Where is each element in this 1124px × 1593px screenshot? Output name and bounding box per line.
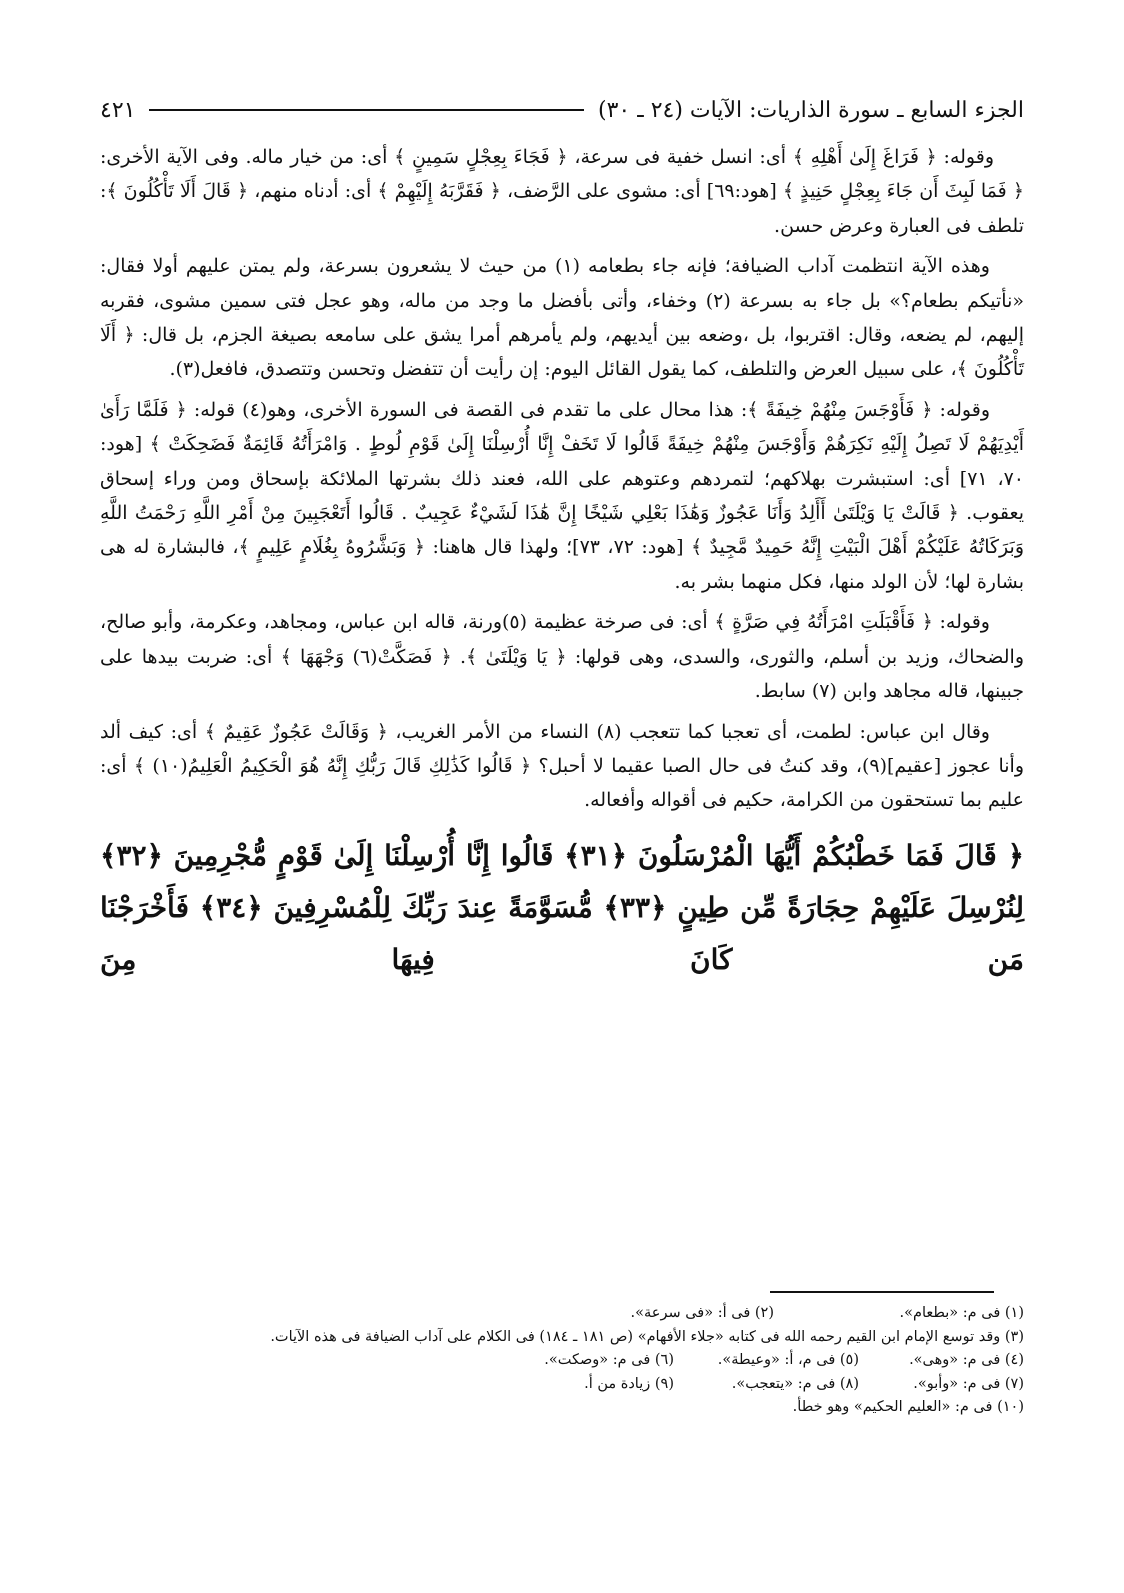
footnote-row [100,1396,1024,1420]
commentary-body [100,140,1024,986]
footnote-separator [770,1291,994,1293]
footnote-3: (٣) وقد توسع الإمام ابن القيم رحمه الله فى كتابه «جلاء الأفهام» (ص ١٨١ ـ ١٨٤) فى الكلام على آداب الضيافة فى هذه الآيات. [270,1328,1024,1345]
footnotes [100,1302,1024,1420]
footnote-row [100,1349,1024,1373]
footnote-row [100,1326,1024,1350]
paragraph-1: وقوله: ﴿ فَرَاغَ إِلَىٰ أَهْلِهِ ﴾ أى: انسل خفية فى سرعة، ﴿ فَجَاءَ بِعِجْلٍ سَمِينٍ ﴾ أى: من خيار ماله. وفى الآية الأخرى: ﴿ فَمَا لَبِثَ أَن جَاءَ بِعِجْلٍ حَنِيذٍ ﴾ [هود:٦٩] أى: مشوى على الرَّضف، ﴿ فَقَرَّبَهُ إِلَيْهِمْ ﴾ أى: أدناه منهم، ﴿ قَالَ أَلَا تَأْكُلُونَ ﴾: تلطف فى العبارة وعرض حسن. [100,146,1024,237]
paragraph-2: وهذه الآية انتظمت آداب الضيافة؛ فإنه جاء بطعامه (١) من حيث لا يشعرون بسرعة، ولم يمتن عليهم أولا فقال: «نأتيكم بطعام؟» بل جاء به بسرعة (٢) وخفاء، وأتى بأفضل ما وجد من ماله، وهو عجل فتى سمين مشوى، فقربه إليهم، لم يضعه، وقال: اقتربوا، بل ،وضعه بين أيديهم، ولم يأمرهم أمرا يشق على سامعه بصيغة الجزم، بل قال: ﴿ أَلَا تَأْكُلُونَ ﴾، على سبيل العرض والتلطف، كما يقول القائل اليوم: إن رأيت أن تتفضل وتحسن وتتصدق، فافعل(٣). [100,255,1024,381]
page-number: ٤٢١ [100,97,136,123]
paragraph-3: وقوله: ﴿ فَأَوْجَسَ مِنْهُمْ خِيفَةً ﴾: هذا محال على ما تقدم فى القصة فى السورة الأخرى، وهو(٤) قوله: ﴿ فَلَمَّا رَأَىٰ أَيْدِيَهُمْ لَا تَصِلُ إِلَيْهِ نَكِرَهُمْ وَأَوْجَسَ مِنْهُمْ خِيفَةً قَالُوا لَا تَخَفْ إِنَّا أُرْسِلْنَا إِلَىٰ قَوْمِ لُوطٍ . وَامْرَأَتُهُ قَائِمَةٌ فَضَحِكَتْ ﴾ [هود: ٧٠، ٧١] أى: استبشرت بهلاكهم؛ لتمردهم وعتوهم على الله، فعند ذلك بشرتها الملائكة بإسحاق ومن وراء إسحاق يعقوب. ﴿ قَالَتْ يَا وَيْلَتَىٰ أَأَلِدُ وَأَنَا عَجُوزٌ وَهَٰذَا بَعْلِي شَيْخًا إِنَّ هَٰذَا لَشَيْءٌ عَجِيبٌ . قَالُوا أَتَعْجَبِينَ مِنْ أَمْرِ اللَّهِ رَحْمَتُ اللَّهِ وَبَرَكَاتُهُ عَلَيْكُمْ أَهْلَ الْبَيْتِ إِنَّهُ حَمِيدٌ مَّجِيدٌ ﴾ [هود: ٧٢، ٧٣]؛ ولهذا قال هاهنا: ﴿ وَبَشَّرُوهُ بِغُلَامٍ عَلِيمٍ ﴾، فالبشارة له هى بشارة لها؛ لأن الولد منها، فكل منهما بشر به. [100,398,1025,593]
footnote-1: (١) فى م: «بطعام». [899,1305,1024,1321]
footnote-2: (٢) فى أ: «فى سرعة». [630,1305,774,1321]
footnote-10: (١٠) فى م: «العليم الحكيم» وهو خطأ. [792,1399,1024,1416]
footnote-6: (٦) فى م: «وصكت». [544,1352,674,1369]
quran-verse-block: ﴿ قَالَ فَمَا خَطْبُكُمْ أَيُّهَا الْمُرْسَلُونَ ﴿٣١﴾ قَالُوا إِنَّا أُرْسِلْنَا إِلَىٰ قَوْمٍ مُّجْرِمِينَ ﴿٣٢﴾ لِنُرْسِلَ عَلَيْهِمْ حِجَارَةً مِّن طِينٍ ﴿٣٣﴾ مُّسَوَّمَةً عِندَ رَبِّكَ لِلْمُسْرِفِينَ ﴿٣٤﴾ فَأَخْرَجْنَا مَن كَانَ فِيهَا مِنَ [100,838,1024,976]
footnote-5: (٥) فى م، أ: «وعيطة». [717,1352,859,1369]
footnote-7: (٧) فى م: «وأبو». [913,1375,1024,1392]
footnote-8: (٨) فى م: «يتعجب». [731,1375,859,1392]
running-header [100,88,1024,132]
paragraph-4: وقوله: ﴿ فَأَقْبَلَتِ امْرَأَتُهُ فِي صَرَّةٍ ﴾ أى: فى صرخة عظيمة (٥)ورنة، قاله ابن عباس، ومجاهد، وعكرمة، وأبو صالح، والضحاك، وزيد بن أسلم، والثورى، والسدى، وهى قولها: ﴿ يَا وَيْلَتَىٰ ﴾. ﴿ فَصَكَّتْ(٦) وَجْهَهَا ﴾ أى: ضربت بيدها على جبينها، قاله مجاهد وابن (٧) سابط. [100,611,1024,703]
header-title: الجزء السابع ـ سورة الذاريات: الآيات (٢٤ ـ ٣٠) [598,97,1024,123]
paragraph-5: وقال ابن عباس: لطمت، أى تعجبا كما تتعجب (٨) النساء من الأمر الغريب، ﴿ وَقَالَتْ عَجُوزٌ عَقِيمٌ ﴾ أى: كيف ألد وأنا عجوز [عقيم](٩)، وقد كنتُ فى حال الصبا عقيما لا أحبل؟ ﴿ قَالُوا كَذَٰلِكِ قَالَ رَبُّكِ إِنَّهُ هُوَ الْحَكِيمُ الْعَلِيمُ(١٠) ﴾ أى: عليم بما تستحقون من الكرامة، حكيم فى أقواله وأفعاله. [100,720,1024,812]
footnote-4: (٤) فى م: «وهى». [909,1352,1024,1369]
header-rule [149,109,584,111]
footnote-9: (٩) زيادة من أ. [584,1375,674,1392]
footnote-row [100,1373,1024,1397]
footnote-row [100,1302,1024,1326]
